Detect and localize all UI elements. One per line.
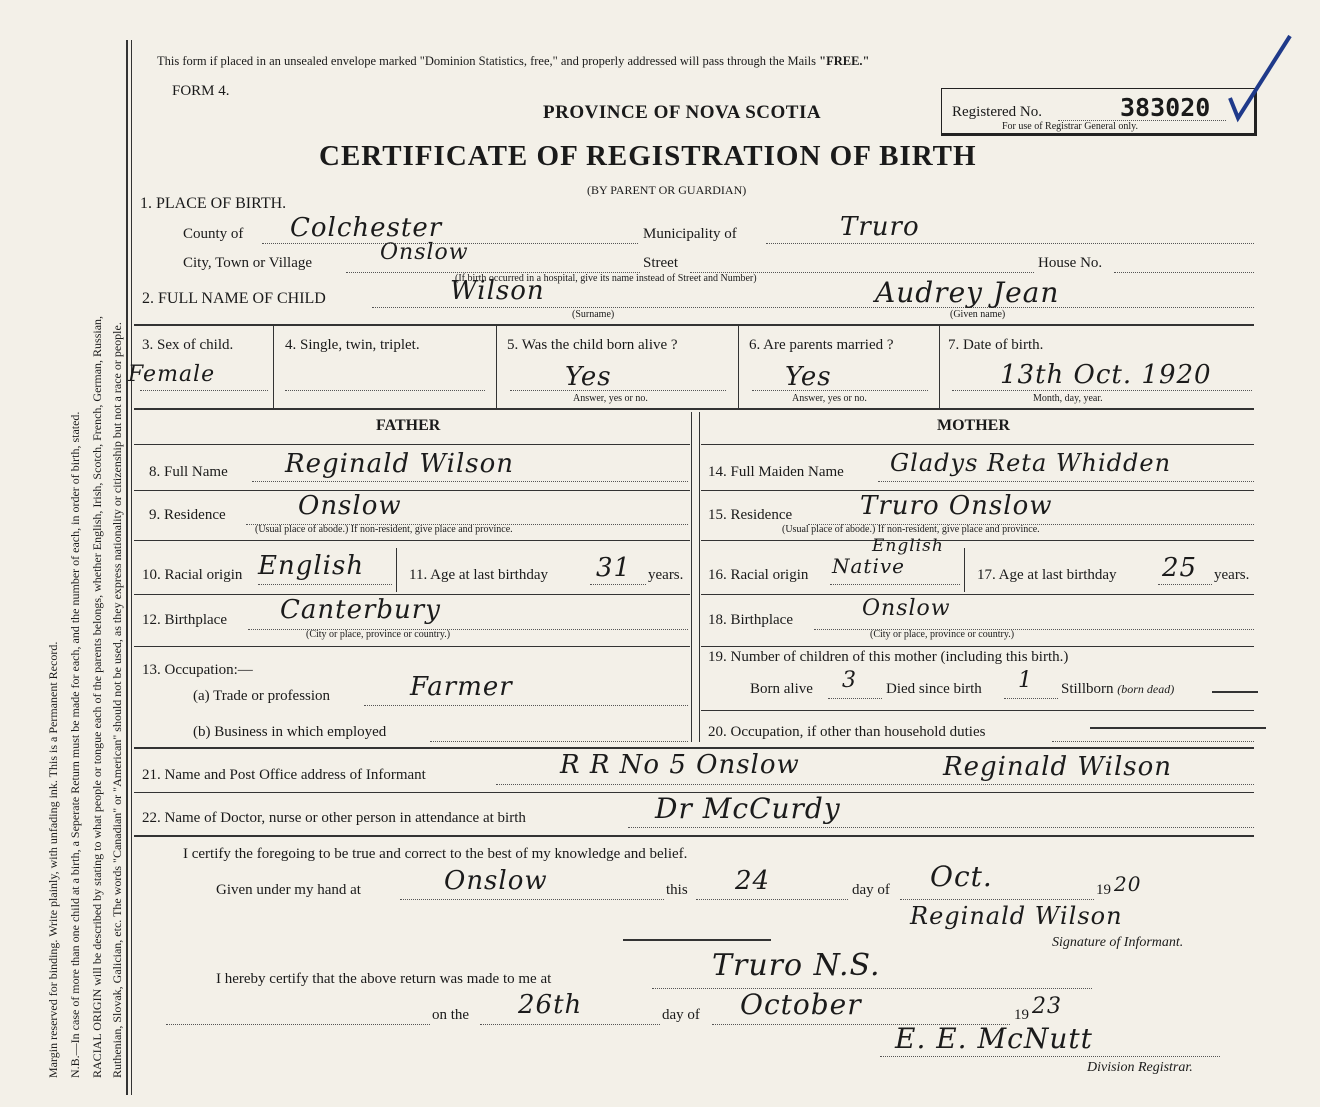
city-label: City, Town or Village [183,255,313,271]
answer-note-5: Answer, yes or no. [573,393,648,404]
died-since-birth-value: 1 [1018,668,1033,693]
answer-note-6: Answer, yes or no. [792,393,867,404]
house-label: House No. [1038,255,1103,271]
stillborn-label: Stillborn (born dead) [1061,681,1175,697]
father-racial-origin-value: English [258,551,365,581]
business-label: (b) Business in which employed [193,724,387,740]
page-subtitle: (BY PARENT OR GUARDIAN) [587,183,747,197]
given-year-value: 20 [1114,872,1142,896]
mother-racial-origin-value: Native [832,554,905,578]
date-format-note: Month, day, year. [1033,393,1103,404]
mother-birthplace-value: Onslow [862,596,951,621]
father-heading: FATHER [376,417,441,434]
page-title: CERTIFICATE OF REGISTRATION OF BIRTH [319,140,977,172]
day-of-label: day of [852,882,890,898]
margin-note-binding: Margin reserved for binding. Write plainly, with unfading ink. This is a Permanent Record. [46,641,60,1078]
hospital-note: (If birth occurred in a hospital, give its name instead of Street and Number) [455,273,757,284]
binding-rule [126,40,128,1095]
county-value: Colchester [290,213,443,243]
return-made-at-label: I hereby certify that the above return was made to me at [216,971,552,987]
born-alive-value: Yes [565,362,612,392]
margin-note-racial-origin: RACIAL ORIGIN will be described by stating to what people or tongue each of the parents belongs, whether English, Irish, Scotch, French, German, Russian, [90,315,104,1078]
registered-number: 383020 [1120,93,1211,122]
child-surname-value: Wilson [450,276,545,306]
father-occupation-label: 13. Occupation:— [142,662,253,678]
born-alive-count-value: 3 [842,668,857,693]
this-label: this [666,882,688,898]
street-label: Street [643,255,678,271]
checkmark-icon [1220,28,1300,133]
attendant-value: Dr McCurdy [655,792,841,825]
informant-label: 21. Name and Post Office address of Informant [142,767,426,783]
certify-statement: I certify the foregoing to be true and correct to the best of my knowledge and belief. [183,846,688,862]
margin-note-multiple-births: N.B.—In case of more than one child at a birth, a Seperate Return must be made for each, and the number of each, in order of birth, stated. [68,411,82,1078]
return-month-value: October [740,988,862,1021]
given-name-note: (Given name) [950,309,1006,320]
sex-value: Female [128,362,216,387]
father-age-label: 11. Age at last birthday [409,567,548,583]
born-alive-label: 5. Was the child born alive ? [507,337,678,353]
mother-birthplace-note: (City or place, province or country.) [870,629,1015,640]
informant-signature: Reginald Wilson [910,902,1123,930]
child-given-name-value: Audrey Jean [875,276,1060,309]
father-name-label: 8. Full Name [149,464,228,480]
signature-rule [623,939,771,941]
form-number: FORM 4. [172,83,230,99]
mother-racial-origin-label: 16. Racial origin [708,567,809,583]
trade-value: Farmer [410,672,513,702]
mother-residence-label: 15. Residence [708,507,793,523]
municipality-value: Truro [840,212,920,242]
return-year-prefix: 19 [1014,1007,1029,1023]
mail-notice: This form if placed in an unsealed envelope marked "Dominion Statistics, free," and properly addressed will pass through the Mails "FREE." [157,54,870,68]
father-birthplace-note: (City or place, province or country.) [306,629,451,640]
informant-address-value: R R No 5 Onslow [560,750,800,780]
place-of-birth-heading: 1. PLACE OF BIRTH. [140,195,287,212]
mother-name-label: 14. Full Maiden Name [708,464,844,480]
father-birthplace-label: 12. Birthplace [142,612,227,628]
child-name-label: 2. FULL NAME OF CHILD [142,290,326,307]
given-at-label: Given under my hand at [216,882,361,898]
mother-birthplace-label: 18. Birthplace [708,612,793,628]
father-racial-origin-label: 10. Racial origin [142,567,243,583]
registered-label: Registered No. [952,104,1042,120]
mother-residence-value: Truro Onslow [860,491,1053,521]
mother-heading: MOTHER [937,417,1010,434]
parents-married-label: 6. Are parents married ? [749,337,894,353]
given-year-prefix: 19 [1096,882,1111,898]
on-the-label: on the [432,1007,470,1023]
mother-occupation-dash [1090,727,1266,729]
attendant-label: 22. Name of Doctor, nurse or other person in attendance at birth [142,810,526,826]
county-label: County of [183,226,244,242]
registrar-signature: E. E. McNutt [895,1022,1093,1055]
date-of-birth-value: 13th Oct. 1920 [1000,360,1212,390]
mother-residence-note: (Usual place of abode.) If non-resident, give place and province. [782,524,1040,535]
province-heading: PROVINCE OF NOVA SCOTIA [543,102,822,123]
surname-note: (Surname) [572,309,615,320]
return-place-value: Truro N.S. [712,948,881,983]
division-registrar-label: Division Registrar. [1087,1060,1193,1075]
mother-age-label: 17. Age at last birthday [977,567,1117,583]
given-month-value: Oct. [930,860,993,893]
children-count-label: 19. Number of children of this mother (including this birth.) [708,649,1069,665]
father-name-value: Reginald Wilson [285,449,515,479]
return-day-value: 26th [518,990,583,1020]
return-year-value: 23 [1032,994,1062,1019]
informant-name-value: Reginald Wilson [943,752,1173,782]
city-value: Onslow [380,240,469,265]
stillborn-dash [1212,691,1258,693]
plurality-label: 4. Single, twin, triplet. [285,337,420,353]
mother-occupation-label: 20. Occupation, if other than household duties [708,724,986,740]
father-birthplace-value: Canterbury [280,595,441,625]
given-place-value: Onslow [444,866,548,896]
father-age-value: 31 [596,553,632,583]
trade-label: (a) Trade or profession [193,688,331,704]
born-alive-count-label: Born alive [750,681,813,697]
mother-racial-origin-correction: English [872,536,944,556]
father-residence-value: Onslow [298,491,402,521]
given-day-value: 24 [735,866,771,896]
father-residence-note: (Usual place of abode.) If non-resident, give place and province. [255,524,513,535]
registrar-general-note: For use of Registrar General only. [1002,121,1138,132]
municipality-label: Municipality of [643,226,737,242]
date-of-birth-label: 7. Date of birth. [948,337,1044,353]
informant-signature-label: Signature of Informant. [1052,935,1184,950]
margin-note-nationality: Ruthenian, Slovak, Galician, etc. The words "Canadian" or "American" should not be used, as they express nationality or citizenship but not a race or people. [110,322,124,1078]
return-day-of-label: day of [662,1007,700,1023]
died-since-birth-label: Died since birth [886,681,982,697]
mother-age-value: 25 [1162,553,1198,583]
mother-name-value: Gladys Reta Whidden [890,449,1172,477]
binding-rule-2 [131,40,132,1095]
parents-married-value: Yes [785,362,832,392]
father-residence-label: 9. Residence [149,507,226,523]
father-years-label: years. [648,567,684,583]
mother-years-label: years. [1214,567,1250,583]
sex-label: 3. Sex of child. [142,337,234,353]
